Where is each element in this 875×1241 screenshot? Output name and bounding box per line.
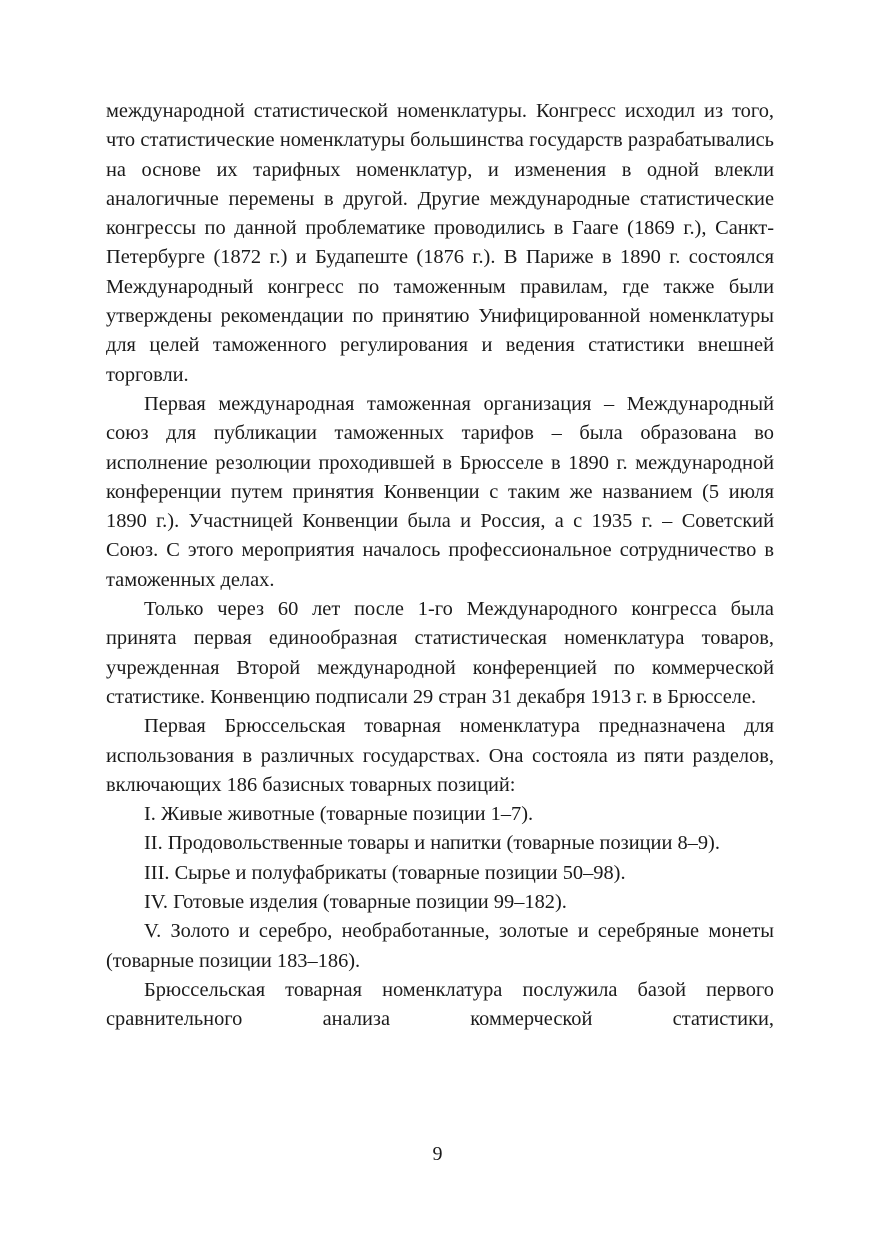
paragraph-brussels-nomenclature: Первая Брюссельская товарная номенклатура предназначена для использования в различных государствах. Она состояла из пяти разделов, включающих 186 базисных товарных позиций: [106, 715, 774, 796]
list-item-section-2: II. Продовольственные товары и напитки (товарные позиции 8–9). [144, 832, 720, 855]
page-body [106, 97, 774, 1035]
list-item-section-5: V. Золото и серебро, необработанные, золотые и серебряные монеты (товарные позиции 183–186). [106, 920, 774, 972]
list-item-section-3: III. Сырье и полуфабрикаты (товарные позиции 50–98). [144, 861, 626, 884]
paragraph-customs-union: Первая международная таможенная организация – Международный союз для публикации таможенных тарифов – была образована во исполнение резолюции проходившей в Брюсселе в 1890 г. международной конференции путем принятия Конвенции с таким же названием (5 июля 1890 г.). Участницей Конвенции была и Россия, а с 1935 г. – Советский Союз. С этого мероприятия началось профессиональное сотрудничество в таможенных делах. [106, 392, 774, 591]
paragraph-continuation: международной статистической номенклатуры. Конгресс исходил из того, что статистические номенклатуры большинства государств разрабатывались на основе их тарифных номенклатур, и изменения в одной влекли аналогичные перемены в другой. Другие международные статистические конгрессы по данной проблематике проводились в Гааге (1869 г.), Санкт-Петербурге (1872 г.) и Будапеште (1876 г.). В Париже в 1890 г. состоялся Международный конгресс по таможенным правилам, где также были утверждены рекомендации по принятию Унифицированной номенклатуры для целей таможенного регулирования и ведения статистики внешней торговли. [106, 100, 774, 386]
paragraph-analysis-base: Брюссельская товарная номенклатура послужила базой первого сравнительного анализа коммерческой статистики, [106, 978, 774, 1031]
list-item-section-1: I. Живые животные (товарные позиции 1–7). [144, 803, 534, 826]
page-number: 9 [432, 1143, 443, 1165]
paragraph-first-nomenclature: Только через 60 лет после 1-го Международного конгресса была принята первая единообразная статистическая номенклатура товаров, учрежденная Второй международной конференцией по коммерческой статистике. Конвенцию подписали 29 стран 31 декабря 1913 г. в Брюсселе. [106, 598, 774, 708]
list-item-section-4: IV. Готовые изделия (товарные позиции 99–182). [144, 891, 567, 914]
